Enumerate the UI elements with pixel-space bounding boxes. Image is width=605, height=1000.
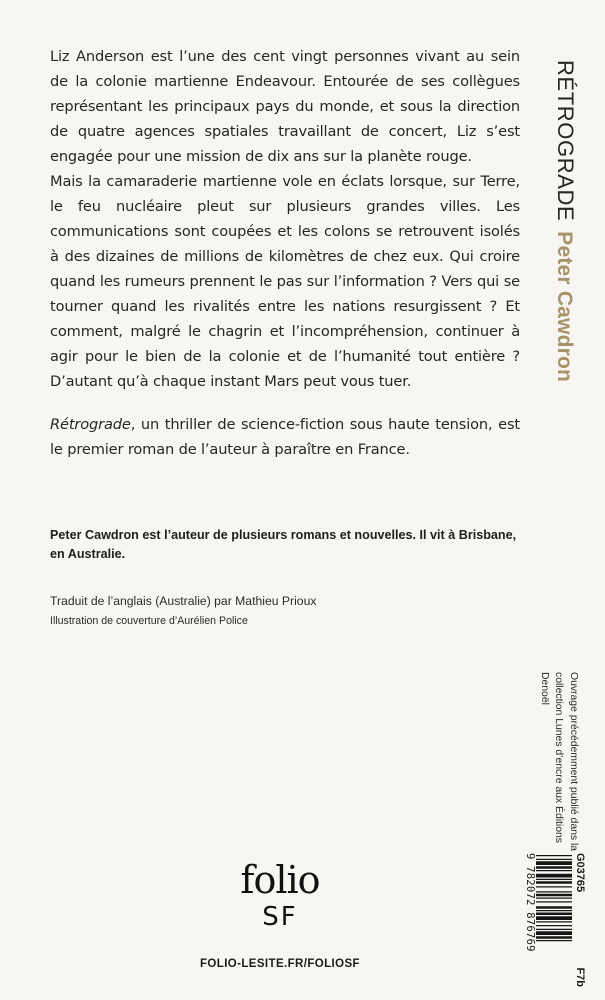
barcode-bar [536,913,572,916]
barcode-bar [536,916,572,920]
translator-credit: Traduit de l’anglais (Australie) par Mathieu Prioux [50,594,317,608]
credits [50,592,520,630]
barcode-bar [536,870,572,871]
website-url: FOLIO-LESITE.FR/FOLIOSF [200,958,360,970]
barcode-bar [536,898,572,899]
barcode-bar [536,940,572,941]
barcode-bar [536,910,572,911]
barcode-bar [536,906,572,909]
publication-note-text: Ouvrage précédemment publié dans la collection Lunes d’encre aux Éditions Denoël [539,672,579,852]
blurb [50,44,520,462]
product-code: G03765 [574,853,586,893]
barcode-bar [536,855,572,856]
author-bio: Peter Cawdron est l’auteur de plusieurs romans et nouvelles. Il vit à Brisbane, en Australie. [50,528,517,561]
barcode-bar [536,859,572,860]
ean-number: 9 782072 876769 [524,853,536,952]
barcode-bar [536,886,572,887]
barcode-bar [536,866,572,869]
barcode-bars [536,853,572,987]
author-name: Peter Cawdron [553,231,576,383]
logo-folio: folio [240,858,320,902]
barcode-bar [536,931,572,935]
barcode-bar [536,925,572,926]
barcode-bar [536,929,572,930]
barcode-bar [536,921,572,922]
spine-title-block [548,60,582,390]
barcode-area [524,853,586,987]
price-code: F7b [574,967,586,987]
blurb-paragraph-2: Mais la camaraderie martienne vole en éclats lorsque, sur Terre, le feu nucléaire pleut sur plusieurs grandes villes. Les communications sont coupées et les colons se retrouvent isolés à des dizaines de millions de kilomètres de chez eux. Qui croire quand les rumeurs prennent le pas sur l’information ? Vers qui se tourner quand les rivalités entre les nations resurgissent ? Et comment, malgré le chagrin et l’incompréhension, continuer à agir pour le bien de la colonie et de l’humanité tout entière ? D’autant qu’à chaque instant Mars peut vous tuer. [50,173,520,390]
barcode-bar [536,881,572,884]
barcode-bar [536,894,572,897]
barcode-bar [536,901,572,902]
blurb-paragraph-3-rest: , un thriller de science-fiction sous haute tension, est le premier roman de l’auteur à paraître en France. [50,416,520,458]
blurb-paragraph-3 [50,412,520,462]
blurb-paragraph-1: Liz Anderson est l’une des cent vingt personnes vivant au sein de la colonie martienne Endeavour. Entourée de ses collègues représentant les principaux pays du monde, et sous la direction de quatre agences spatiales travaillant de concert, Liz s’est engagée pour une mission de dix ans sur la planète rouge. [50,48,520,165]
logo-sf: SF [262,902,298,932]
barcode-bar [536,874,572,878]
folio-sf-logo [200,860,360,932]
book-title: RÉTROGRADE [553,60,578,222]
barcode-bar [536,936,572,939]
illustration-credit: Illustration de couverture d’Aurélien Police [50,615,248,627]
publication-note [524,672,580,852]
barcode-bar [536,891,572,892]
barcode-bar [536,861,572,865]
book-title-italic: Rétrograde [50,416,131,433]
barcode-bar [536,879,572,880]
